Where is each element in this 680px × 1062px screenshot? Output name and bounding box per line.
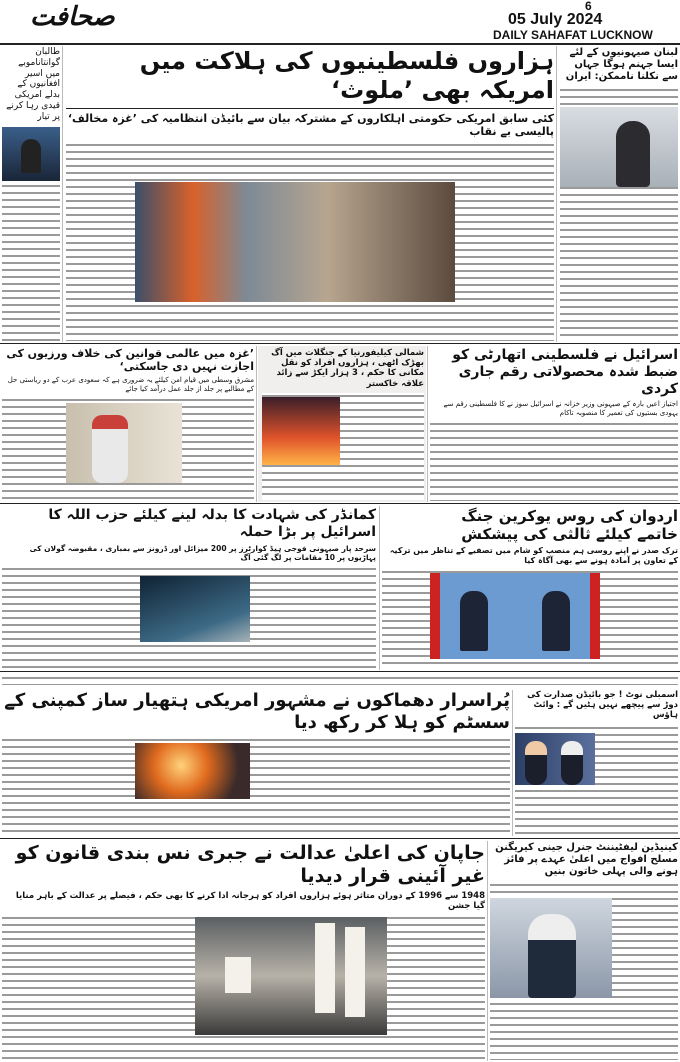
canadian-general-photo — [490, 898, 612, 998]
lead-story — [66, 47, 554, 341]
taliban-headline: طالبان گوانتاناموبے میں اسیر افغانیوں کے بدلے امریکی قیدی رہا کرنے پر تیار — [6, 47, 60, 122]
israel-funds-headline: اسرائیل نے فلسطینی اتھارٹی کو ضبط شدہ محصولاتی رقم جاری کردی — [452, 347, 678, 397]
gaza-law-story — [2, 347, 254, 501]
japan-subhead: 1948 سے 1996 کے دوران متاثر ہوئے ہزاروں افراد کو ہرجانہ ادا کرنے کا بھی حکم ، فیصلے پر عدالت کے باہر منایا گیا جشن — [15, 890, 485, 911]
taliban-story — [2, 47, 60, 341]
hezbollah-body-text — [2, 566, 376, 669]
lead-body-text — [66, 142, 554, 341]
taliban-body-text — [2, 127, 60, 341]
gaza-strike-photo — [135, 182, 455, 302]
row4-top-text — [2, 675, 678, 685]
gaza-law-body-text — [2, 397, 254, 501]
erdogan-putin-photo — [430, 573, 600, 659]
iran-official-photo — [560, 107, 678, 187]
lebanon-headline: لبنان صیہونیوں کے لئے ایسا جہنم ہوگا جہاں سے نکلنا ناممکن: ایران — [565, 47, 678, 82]
erdogan-headline: اردوان کی روس یوکرین جنگ خاتمے کیلئے ثالثی کی پیشکش — [461, 507, 678, 543]
rocket-launch-photo — [140, 576, 250, 642]
saudi-minister-photo — [66, 403, 182, 483]
canada-story — [490, 842, 678, 1060]
gaza-law-headline: ’غزہ میں عالمی قوانین کی خلاف ورزیوں کی اجازت نہیں دی جاسکتی‘ — [6, 347, 254, 374]
explosion-photo — [135, 743, 250, 799]
israel-funds-subhead: اجتیاز اعیں بارہ کے صیہونی وزیر خزانہ نے اسرائیل سوز نے کا فلسطینی رقم سے یہودی بستیوں کی تعمیر کا منصوبہ تاکام — [443, 400, 678, 417]
hezbollah-headline: کمانڈر کی شہادت کا بدلہ لینے کیلئے حزب اللہ کا اسرائیل پر بڑا حملہ — [48, 507, 376, 540]
paper-name: DAILY SAHAFAT LUCKNOW — [493, 28, 653, 42]
canada-headline: کینیڈین لیفٹیننٹ جنرل جینی کیریگنن مسلح افواج میں اعلیٰ عہدے پر فائز ہونے والی پہلی خاتون بنیں — [495, 842, 678, 877]
masthead — [0, 0, 680, 42]
japan-court-protest-photo — [195, 917, 387, 1035]
israel-funds-story — [430, 347, 678, 501]
california-story — [262, 348, 424, 500]
japan-story — [2, 842, 485, 1060]
wildfire-photo — [262, 397, 340, 465]
japan-headline: جاپان کی اعلیٰ عدالت نے جبری نس بندی قانون کو غیر آئینی قرار دیدیا — [15, 842, 485, 887]
gaza-law-subhead: مشرق وسطی میں قیام امن کیلئے یہ ضروری ہے کہ سعودی عرب کے دو ریاستی حل کے مطالبے پر جلد از جلد عمل درآمد کیا جائے — [7, 376, 254, 393]
erdogan-subhead: ترک صدر نے اپنے روسی ہم منصب کو شام میں تصفیے کے تناظر میں ترکیہ کے تعاون پر آمادہ ہونے سے بھی آگاہ کیا — [389, 546, 678, 565]
lead-subhead: کئی سابق امریکی حکومتی اہلکاروں کے مشترکہ بیان سے بائیڈن انتظامیہ کی ’غزہ مخالف‘ پالیسی بے نقاب — [66, 108, 554, 138]
erdogan-story — [382, 507, 678, 669]
biden-story — [515, 690, 678, 836]
israel-funds-body-text — [430, 421, 678, 501]
lebanon-story — [560, 47, 678, 341]
explosions-headline: پُراسرار دھماکوں نے مشہور امریکی ہتھیار ساز کمپنی کے سسٹم کو ہلا کر رکھ دیا — [4, 690, 510, 733]
explosions-body-text — [2, 737, 510, 836]
erdogan-body-text — [382, 569, 678, 669]
page-number: 6 — [585, 0, 592, 13]
california-headline: شمالی کیلیفورنیا کے جنگلات میں آگ بھڑک اٹھی ، ہزاروں افراد کو نقل مکانی کا حکم ، 3 ہزار ایکڑ سے زائد علاقہ خاکستر — [271, 348, 424, 389]
biden-body-text — [515, 725, 678, 836]
lead-headline: ہزاروں فلسطینیوں کی ہلاکت میں امریکہ بھی ’ملوث‘ — [139, 47, 554, 104]
california-body-text — [262, 393, 424, 500]
hezbollah-subhead: سرحد پار صیہونی فوجی ہیڈ کوارٹرز پر 200 میزائل اور ڈرونز سے بمباری ، مقبوضہ گولان کی پہاڑیوں پر 10 مقامات پر لگ گئی آگ — [29, 543, 376, 562]
taliban-photo — [2, 127, 60, 181]
explosions-story — [2, 690, 510, 836]
canada-body-text — [490, 882, 678, 1060]
biden-headline: اسمبلی نوٹ ! جو بائیڈن صدارت کی دوڑ سے پیچھے نہیں ہٹیں گے : وائٹ ہاؤس — [527, 690, 678, 721]
masthead-rule — [0, 43, 680, 45]
newspaper-logo: صحافت — [30, 2, 115, 32]
hezbollah-story — [2, 507, 376, 669]
issue-date: 05 July 2024 — [508, 11, 603, 28]
japan-body-text — [2, 915, 485, 1060]
trump-biden-photo — [515, 733, 595, 785]
lebanon-body-text — [560, 87, 678, 341]
